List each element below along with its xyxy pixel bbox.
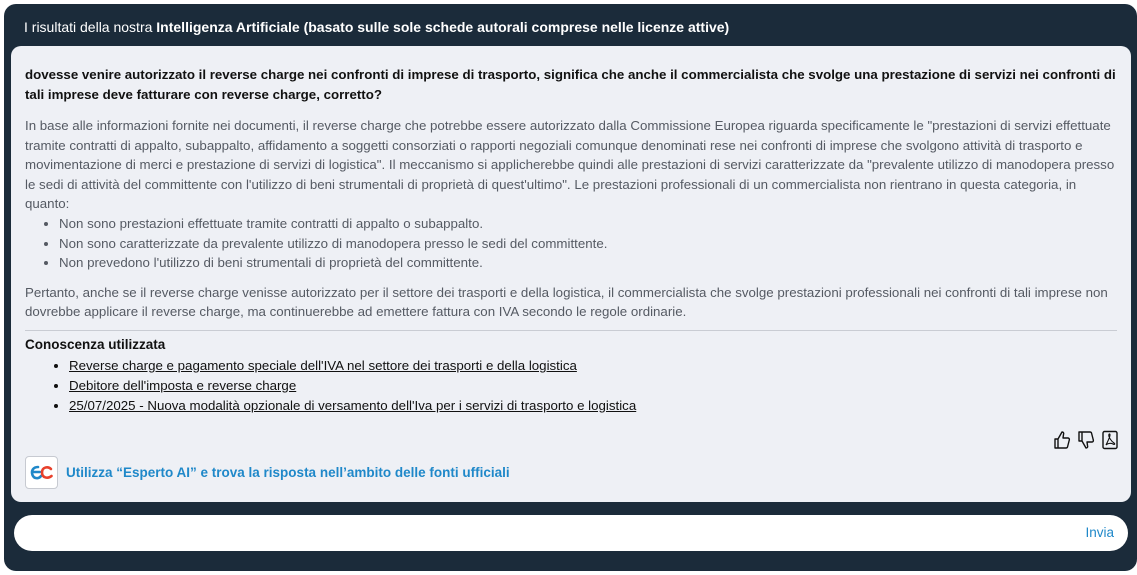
send-button[interactable]: Invia (1085, 525, 1114, 540)
feedback-actions (1053, 430, 1119, 450)
answer-bullet-list (25, 214, 1117, 273)
source-link[interactable]: Debitore dell'imposta e reverse charge (69, 377, 297, 393)
user-question: dovesse venire autorizzato il reverse charge nei confronti di imprese di trasporto, significa che anche il commercialista che svolge una prestazione di servizi nei confronti di tali imprese deve fatturare con reverse charge, corretto? (25, 67, 1116, 102)
ai-answer (25, 116, 1117, 322)
divider (25, 330, 1117, 331)
thumbs-up-icon[interactable] (1053, 430, 1071, 450)
answer-intro: In base alle informazioni fornite nei documenti, il reverse charge che potrebbe essere autorizzato dalla Commissione Europea riguarda specificamente le "prestazioni di servizi effettuate tramite contratti di appalto, subappalto, affidamento a soggetti consorziati o rapporti negoziali comunque denominati rese nei confronti di imprese che svolgono attività di trasporto e movimentazione di merci e prestazione di servizi di logistica". Il meccanismo si applicherebbe quindi alle prestazioni di servizi caratterizzate da "prevalente utilizzo di manodopera presso le sedi di attività del committente con l'utilizzo di beni strumentali di proprietà di quest'ultimo". Le prestazioni professionali di un commercialista non rientrano in questa categoria, in quanto: (25, 118, 1115, 212)
question-input-bar (14, 515, 1128, 551)
source-item (69, 376, 1117, 396)
source-item (69, 396, 1117, 416)
ai-results-panel (4, 4, 1137, 571)
question-input[interactable] (30, 521, 1034, 547)
source-link[interactable]: Reverse charge e pagamento speciale dell'IVA nel settore dei trasporti e della logistica (69, 357, 577, 373)
answer-bullet: • Non sono caratterizzate da prevalente utilizzo di manodopera presso le sedi del committente. (59, 234, 1117, 254)
expert-ai-cta[interactable] (25, 456, 510, 489)
header-prefix: I risultati della nostra (24, 19, 157, 35)
answer-card (11, 46, 1131, 502)
source-link[interactable]: 25/07/2025 - Nuova modalità opzionale di versamento dell'Iva per i servizi di trasporto e logistica (69, 397, 637, 413)
answer-bullet: • Non prevedono l'utilizzo di beni strumentali di proprietà del committente. (59, 253, 1117, 273)
answer-conclusion: Pertanto, anche se il reverse charge venisse autorizzato per il settore dei trasporti e della logistica, il commercialista che svolge prestazioni professionali nei confronti di tali imprese non dovrebbe applicare il reverse charge, ma continuerebbe ad emettere fattura con IVA secondo le regole ordinarie. (25, 284, 1108, 320)
expert-ai-link[interactable]: Utilizza “Esperto AI” e trova la risposta nell’ambito delle fonti ufficiali (66, 465, 510, 480)
knowledge-sources-list (25, 356, 1117, 416)
header-title: Intelligenza Artificiale (basato sulle sole schede autorali comprese nelle licenze attive) (156, 19, 730, 35)
knowledge-title: Conoscenza utilizzata (25, 336, 166, 352)
thumbs-down-icon[interactable] (1077, 430, 1095, 450)
panel-header (24, 18, 729, 36)
pdf-icon[interactable] (1101, 430, 1119, 450)
answer-bullet: • Non sono prestazioni effettuate tramite contratti di appalto o subappalto. (59, 214, 1117, 234)
expert-ai-logo (25, 456, 58, 489)
source-item (69, 356, 1117, 376)
